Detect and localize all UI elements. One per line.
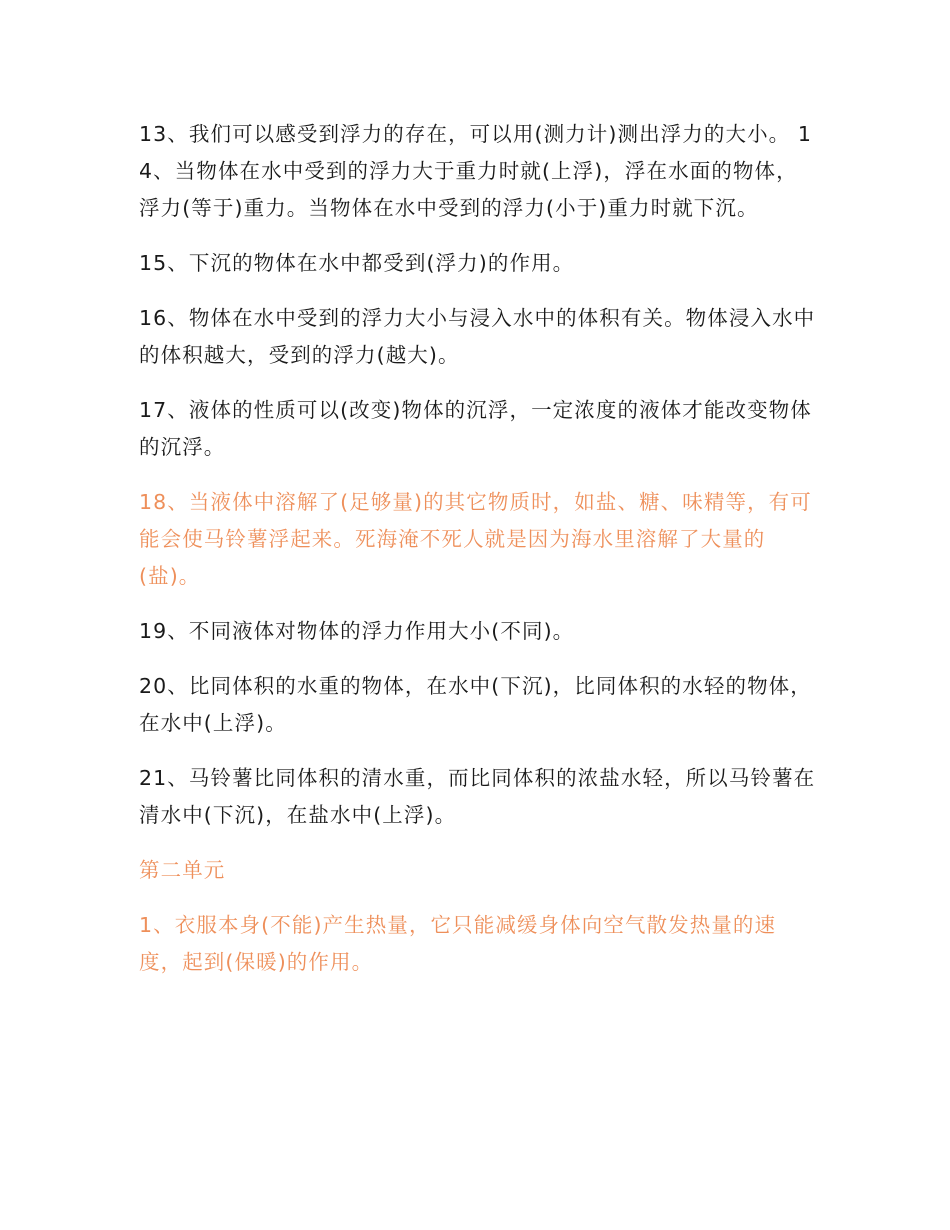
paragraph-20: 20、比同体积的水重的物体，在水中(下沉)，比同体积的水轻的物体，在水中(上浮)。 xyxy=(139,674,812,735)
paragraph-unit2-1-highlighted: 1、衣服本身(不能)产生热量，它只能减缓身体向空气散发热量的速度，起到(保暖)的作用。 xyxy=(139,913,777,974)
paragraph-15: 15、下沉的物体在水中都受到(浮力)的作用。 xyxy=(139,251,575,275)
paragraph-16: 16、物体在水中受到的浮力大小与浸入水中的体积有关。物体浸入水中的体积越大，受到的浮力(越大)。 xyxy=(139,306,816,367)
section-heading-unit-2: 第二单元 xyxy=(139,858,226,882)
paragraph-17: 17、液体的性质可以(改变)物体的沉浮，一定浓度的液体才能改变物体的沉浮。 xyxy=(139,398,812,459)
paragraph-13-14: 13、我们可以感受到浮力的存在，可以用(测力计)测出浮力的大小。 14、当物体在水中受到的浮力大于重力时就(上浮)，浮在水面的物体，浮力(等于)重力。当物体在水中受到的浮力(小于)重力时就下沉。 xyxy=(139,122,813,220)
paragraph-21: 21、马铃薯比同体积的清水重，而比同体积的浓盐水轻，所以马铃薯在清水中(下沉)，在盐水中(上浮)。 xyxy=(139,766,816,827)
paragraph-19: 19、不同液体对物体的浮力作用大小(不同)。 xyxy=(139,619,575,643)
document-body xyxy=(139,116,819,999)
paragraph-18-highlighted: 18、当液体中溶解了(足够量)的其它物质时，如盐、糖、味精等，有可能会使马铃薯浮起来。死海淹不死人就是因为海水里溶解了大量的(盐)。 xyxy=(139,490,812,588)
